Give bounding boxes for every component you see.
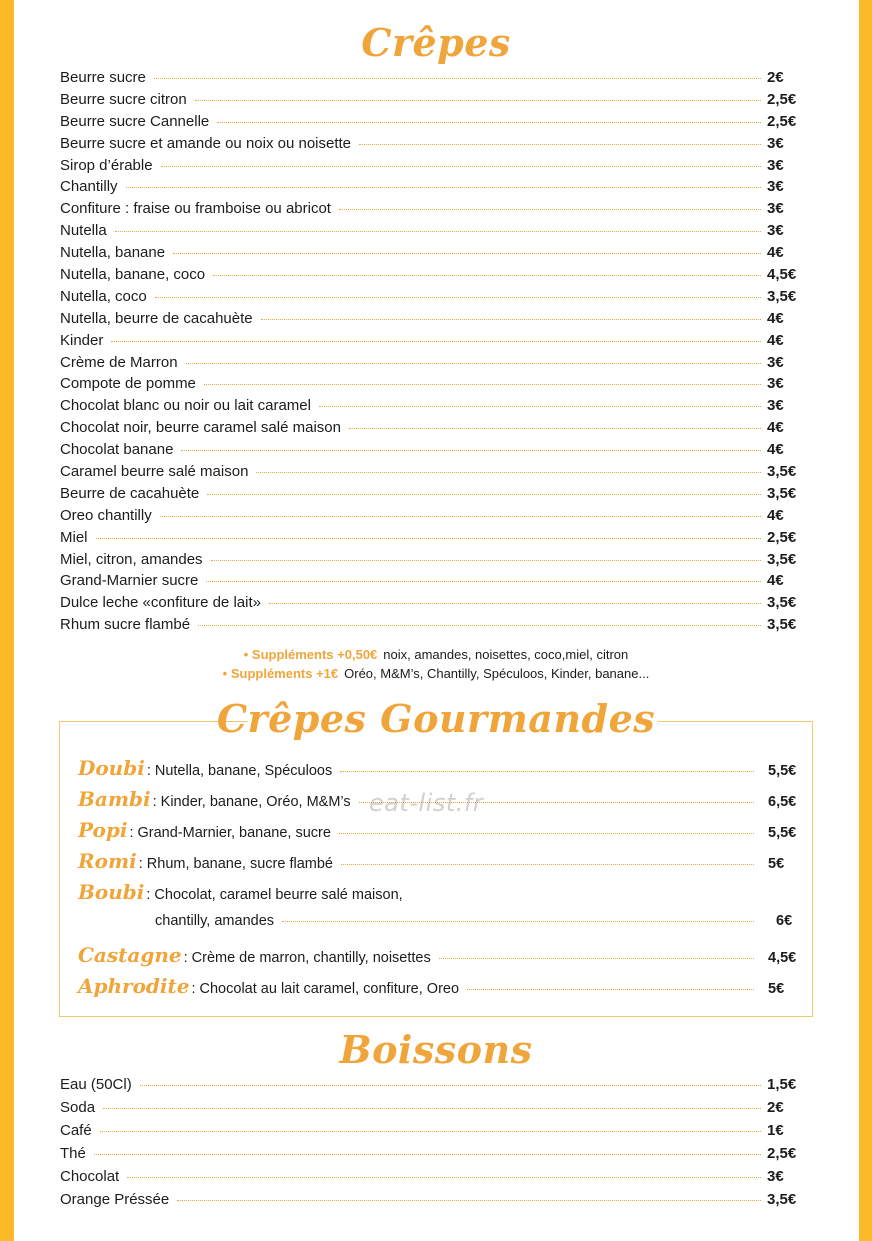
- menu-item-name: Chocolat noir, beurre caramel salé maison: [60, 419, 341, 437]
- menu-item-row: [60, 616, 805, 638]
- menu-item-row: [60, 113, 805, 135]
- dot-leader: [217, 122, 761, 123]
- menu-item-row: [60, 244, 805, 266]
- dot-leader: [103, 1108, 761, 1109]
- gourmande-item-name: Popi: [78, 818, 128, 842]
- dot-leader: [160, 516, 761, 517]
- gourmande-item-desc: : Crème de marron, chantilly, noisettes: [183, 950, 431, 966]
- gourmande-item-desc: : Grand-Marnier, banane, sucre: [129, 825, 331, 841]
- menu-item-price: 1€: [767, 1122, 784, 1140]
- dot-leader: [177, 1200, 761, 1201]
- menu-item-price: 4€: [767, 506, 784, 524]
- dot-leader: [181, 450, 761, 451]
- dot-leader: [127, 1177, 761, 1178]
- menu-item-row: [60, 594, 805, 616]
- menu-item-name: Compote de pomme: [60, 375, 196, 393]
- menu-item-name: Orange Préssée: [60, 1191, 170, 1209]
- dot-leader: [115, 231, 761, 232]
- menu-item-name: Nutella, coco: [60, 287, 147, 305]
- dot-leader: [186, 363, 761, 364]
- menu-item-price: 2,5€: [767, 90, 797, 108]
- menu-item-price: 3,5€: [767, 616, 797, 634]
- menu-item-name: Beurre sucre citron: [60, 90, 187, 108]
- menu-item-name: Miel, citron, amandes: [60, 550, 203, 568]
- menu-item-name: Nutella, banane: [60, 244, 166, 262]
- menu-item-row: [60, 375, 805, 397]
- dot-leader: [96, 538, 761, 539]
- dot-leader: [195, 100, 761, 101]
- dot-leader: [319, 406, 761, 407]
- gourmande-item-price: 6€: [776, 913, 793, 929]
- menu-item-row: [60, 572, 805, 594]
- menu-item-price: 4€: [767, 309, 784, 327]
- dot-leader: [206, 581, 761, 582]
- menu-item-price: 1,5€: [767, 1076, 797, 1093]
- crepes-menu-list: [60, 69, 805, 638]
- gourmande-item-price: 4,5€: [768, 950, 797, 966]
- gourmande-item-price: 6,5€: [768, 794, 797, 810]
- gourmande-item-row: [78, 818, 804, 842]
- gourmande-item-name: Castagne: [78, 943, 182, 967]
- menu-item-row: [60, 397, 805, 419]
- menu-item-row: [60, 1191, 805, 1214]
- crepes-title: Crêpes: [361, 20, 511, 65]
- boissons-title: Boissons: [339, 1027, 533, 1072]
- gourmande-item-desc: : Chocolat, caramel beurre salé maison,: [146, 887, 403, 903]
- menu-item-row: [60, 288, 805, 310]
- dot-leader: [439, 958, 754, 959]
- gourmande-item-name: Aphrodite: [78, 974, 190, 998]
- menu-item-name: Eau (50Cl): [60, 1076, 132, 1093]
- gourmande-item-desc: : Chocolat au lait caramel, confiture, Oreo: [191, 981, 460, 997]
- gourmande-item-price: 5,5€: [768, 825, 797, 841]
- supplement-line: [0, 645, 872, 664]
- menu-item-price: 2,5€: [767, 1145, 797, 1163]
- menu-item-price: 4€: [767, 572, 784, 590]
- dot-leader: [94, 1154, 761, 1155]
- dot-leader: [269, 603, 761, 604]
- menu-item-price: 3,5€: [767, 594, 797, 612]
- dot-leader: [341, 864, 754, 865]
- supplement-label: • Suppléments +0,50€: [243, 647, 378, 662]
- supplement-text: noix, amandes, noisettes, coco,miel, citron: [383, 647, 629, 662]
- menu-item-row: [60, 1122, 805, 1145]
- menu-item-row: [60, 419, 805, 441]
- menu-item-price: 4€: [767, 419, 784, 437]
- menu-item-price: 2€: [767, 1099, 784, 1117]
- gourmande-item-desc: : Kinder, banane, Oréo, M&M’s: [152, 794, 351, 810]
- gourmande-item-desc: : Nutella, banane, Spéculoos: [146, 763, 333, 779]
- gourmande-item-desc: : Rhum, banane, sucre flambé: [138, 856, 333, 872]
- gourmande-item-row: [78, 756, 804, 780]
- menu-item-price: 3€: [767, 222, 784, 240]
- menu-item-row: [60, 178, 805, 200]
- menu-item-row: [60, 135, 805, 157]
- menu-item-name: Caramel beurre salé maison: [60, 463, 249, 481]
- menu-item-row: [60, 266, 805, 288]
- menu-item-row: [60, 91, 805, 113]
- menu-item-name: Beurre de cacahuète: [60, 484, 200, 502]
- menu-item-name: Nutella, beurre de cacahuète: [60, 309, 253, 327]
- gourmande-item-continuation: [155, 913, 804, 929]
- menu-item-price: 4,5€: [767, 266, 797, 284]
- menu-item-row: [60, 69, 805, 91]
- gourmande-item-price: 5,5€: [768, 763, 797, 779]
- menu-item-row: [60, 332, 805, 354]
- menu-item-row: [60, 1145, 805, 1168]
- dot-leader: [126, 187, 761, 188]
- menu-item-row: [60, 157, 805, 179]
- menu-item-price: 3€: [767, 375, 784, 393]
- dot-leader: [349, 428, 761, 429]
- gourmande-item-name: Romi: [78, 849, 137, 873]
- dot-leader: [467, 989, 754, 990]
- menu-item-row: [60, 310, 805, 332]
- menu-item-row: [60, 1076, 805, 1099]
- menu-item-name: Chocolat blanc ou noir ou lait caramel: [60, 397, 311, 415]
- menu-item-name: Soda: [60, 1099, 96, 1117]
- gourmande-item-row: [78, 849, 804, 873]
- menu-item-row: [60, 485, 805, 507]
- menu-item-price: 3€: [767, 1168, 784, 1186]
- gourmande-item-price: 5€: [768, 981, 785, 997]
- dot-leader: [261, 319, 761, 320]
- menu-item-name: Thé: [60, 1145, 86, 1163]
- dot-leader: [211, 560, 761, 561]
- gourmande-item-name: Boubi: [78, 880, 145, 904]
- dot-leader: [198, 625, 761, 626]
- menu-item-name: Beurre sucre et amande ou noix ou noisette: [60, 134, 352, 152]
- gourmande-item-desc: chantilly, amandes: [155, 913, 275, 929]
- dot-leader: [339, 833, 754, 834]
- menu-item-price: 4€: [767, 331, 784, 349]
- dot-leader: [140, 1085, 761, 1086]
- menu-item-price: 3€: [767, 397, 784, 415]
- gourmande-item-row: [78, 943, 804, 967]
- menu-item-row: [60, 354, 805, 376]
- menu-item-name: Crème de Marron: [60, 353, 178, 371]
- gourmande-item-name: Bambi: [78, 787, 151, 811]
- menu-item-row: [60, 1099, 805, 1122]
- menu-item-price: 3,5€: [767, 463, 797, 481]
- menu-item-row: [60, 1168, 805, 1191]
- menu-item-name: Chocolat: [60, 1168, 120, 1186]
- menu-item-price: 2,5€: [767, 528, 797, 546]
- dot-leader: [155, 297, 761, 298]
- gourmande-item-row: [78, 880, 804, 904]
- dot-leader: [204, 384, 761, 385]
- menu-item-price: 3€: [767, 156, 784, 174]
- menu-item-price: 4€: [767, 244, 784, 262]
- watermark-text: eat-list.fr: [369, 789, 484, 817]
- dot-leader: [111, 341, 761, 342]
- menu-item-name: Café: [60, 1122, 92, 1140]
- gourmande-item-row: [78, 974, 804, 998]
- menu-item-row: [60, 551, 805, 573]
- dot-leader: [359, 144, 761, 145]
- dot-leader: [256, 472, 761, 473]
- menu-item-name: Beurre sucre Cannelle: [60, 112, 210, 130]
- dot-leader: [340, 771, 754, 772]
- supplement-text: Oréo, M&M’s, Chantilly, Spéculoos, Kinder, banane...: [344, 666, 650, 681]
- supplement-label: • Suppléments +1€: [222, 666, 339, 681]
- menu-item-row: [60, 463, 805, 485]
- menu-item-price: 2€: [767, 69, 784, 86]
- menu-item-price: 3,5€: [767, 1191, 797, 1209]
- menu-item-name: Nutella: [60, 222, 107, 240]
- gourmande-item-price: 5€: [768, 856, 785, 872]
- menu-item-row: [60, 222, 805, 244]
- menu-item-name: Kinder: [60, 331, 104, 349]
- menu-item-row: [60, 441, 805, 463]
- menu-item-name: Confiture : fraise ou framboise ou abricot: [60, 200, 331, 218]
- menu-item-name: Beurre sucre: [60, 69, 146, 86]
- gourmande-item-name: Doubi: [78, 756, 145, 780]
- dot-leader: [213, 275, 761, 276]
- menu-item-name: Dulce leche «confiture de lait»: [60, 594, 261, 612]
- menu-item-price: 3,5€: [767, 287, 797, 305]
- menu-item-name: Sirop d’érable: [60, 156, 153, 174]
- menu-item-name: Rhum sucre flambé: [60, 616, 191, 634]
- dot-leader: [161, 166, 761, 167]
- dot-leader: [207, 494, 761, 495]
- menu-item-price: 3€: [767, 134, 784, 152]
- menu-item-price: 3,5€: [767, 550, 797, 568]
- menu-item-name: Miel: [60, 528, 88, 546]
- dot-leader: [100, 1131, 761, 1132]
- boissons-menu-list: [60, 1076, 805, 1215]
- supplement-line: [0, 664, 872, 683]
- menu-item-price: 3€: [767, 178, 784, 196]
- menu-item-name: Nutella, banane, coco: [60, 266, 206, 284]
- menu-item-price: 3,5€: [767, 484, 797, 502]
- menu-item-name: Chocolat banane: [60, 441, 174, 459]
- dot-leader: [282, 921, 754, 922]
- menu-item-row: [60, 507, 805, 529]
- menu-item-row: [60, 200, 805, 222]
- menu-item-price: 3€: [767, 353, 784, 371]
- dot-leader: [173, 253, 761, 254]
- menu-item-price: 3€: [767, 200, 784, 218]
- dot-leader: [339, 209, 761, 210]
- menu-item-price: 4€: [767, 441, 784, 459]
- dot-leader: [154, 78, 761, 79]
- menu-item-name: Grand-Marnier sucre: [60, 572, 199, 590]
- menu-item-name: Chantilly: [60, 178, 118, 196]
- menu-item-row: [60, 529, 805, 551]
- menu-item-price: 2,5€: [767, 112, 797, 130]
- gourmandes-title: Crêpes Gourmandes: [216, 696, 656, 741]
- menu-item-name: Oreo chantilly: [60, 506, 152, 524]
